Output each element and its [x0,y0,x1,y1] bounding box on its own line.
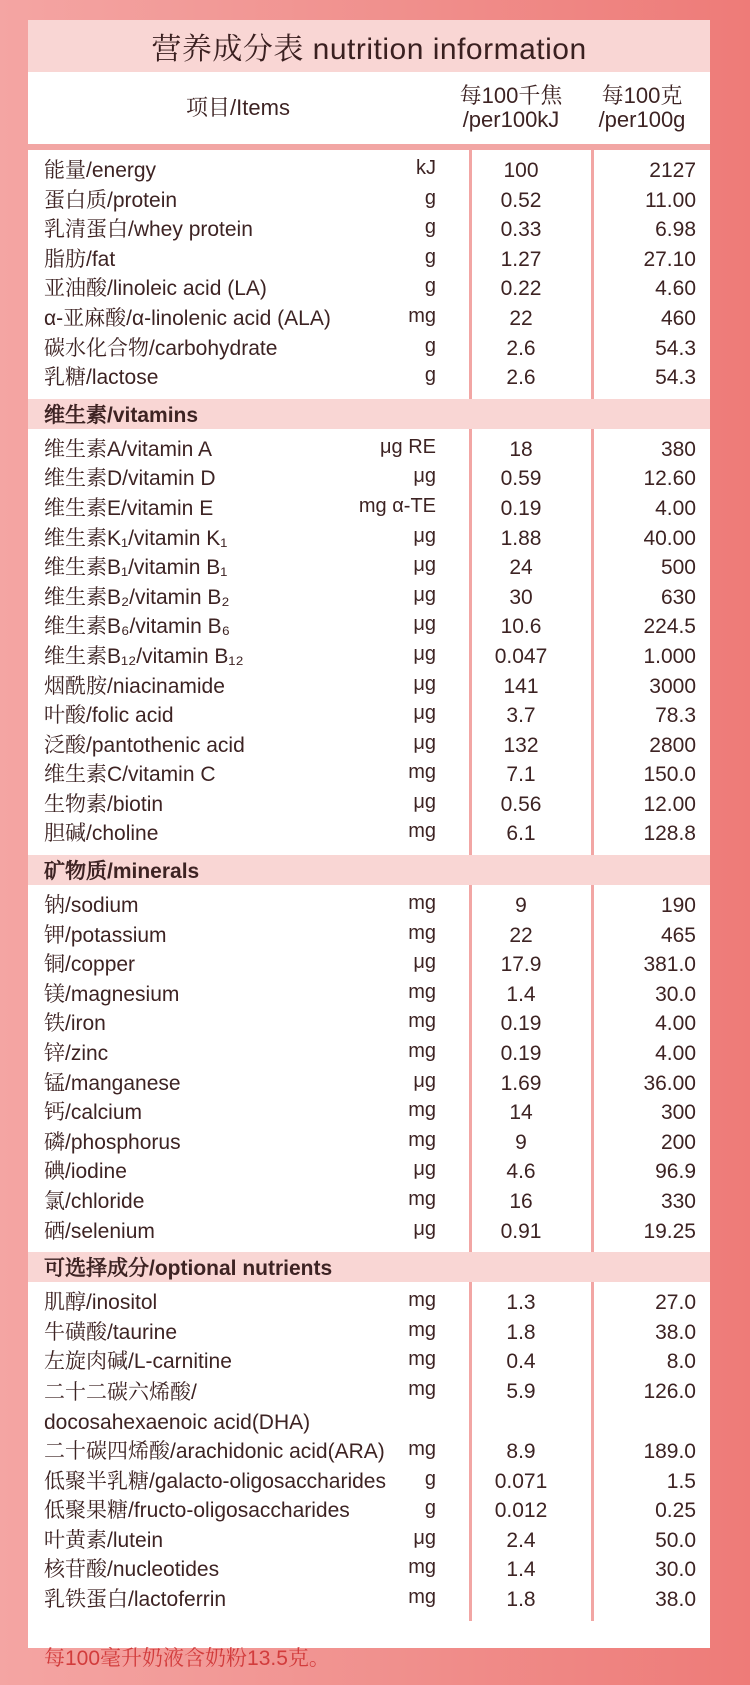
nutrient-name: 核苷酸/nucleotides [44,1558,220,1582]
table-body [28,150,710,1621]
nutrient-unit: μg [413,672,436,695]
nutrient-unit: g [424,1467,436,1490]
table-row [28,245,710,275]
table-row [28,790,710,820]
nutrient-unit: mg [408,1318,436,1341]
table-row [28,1437,710,1467]
nutrient-unit: μg [413,1526,436,1549]
nutrient-name: 叶黄素/lutein [44,1528,164,1552]
nutrient-unit: mg [408,1437,436,1460]
nutrient-unit: mg [408,1188,436,1210]
nutrient-name: α-亚麻酸/α-linolenic acid (ALA) [44,306,331,330]
nutrient-unit: g [424,186,436,209]
value-per100kj: 1.27 [500,247,542,271]
nutrient-unit: mg [408,1377,436,1400]
value-per100kj: 1.4 [506,1558,536,1582]
value-per100kj: 0.19 [500,496,542,520]
nutrient-unit: μg [413,1069,436,1092]
value-per100kj: 9 [515,1130,527,1154]
nutrient-name: 低聚果糖/fructo-oligosaccharides [44,1499,350,1523]
section-minerals: 矿物质/minerals [28,855,710,885]
table-row [28,921,710,951]
value-per100kj: 14 [509,1101,533,1125]
nutrient-unit: mg [408,892,436,915]
value-per100g: 1.000 [643,644,696,668]
nutrient-name: 胆碱/choline [44,822,159,846]
table-row [28,186,710,216]
nutrient-name: 低聚半乳糖/galacto-oligosaccharides [44,1469,386,1493]
value-per100g: 4.00 [655,1042,696,1066]
header-per100g-en: /per100g [598,107,686,132]
nutrient-name: 镁/magnesium [44,982,180,1006]
nutrient-name: 碘/iodine [44,1160,127,1184]
nutrient-unit: mg [408,1099,436,1122]
value-per100g: 128.8 [643,822,696,846]
table-row [28,1288,710,1318]
nutrient-name: 氯/chloride [44,1190,145,1213]
nutrient-unit: μg [413,642,436,665]
value-per100kj: 10.6 [500,615,542,639]
section-vitamins: 维生素/vitamins [28,399,710,429]
nutrient-unit: mg [408,1556,436,1579]
nutrient-name: 烟酰胺/niacinamide [44,674,225,698]
table-row [28,1069,710,1099]
value-per100kj: 22 [509,923,533,947]
value-per100kj: 0.19 [500,1012,542,1036]
value-per100g: 630 [660,585,696,609]
header-per100g-cn: 每100克 [601,83,683,108]
table-row [28,304,710,334]
nutrient-name: 钠/sodium [44,894,139,918]
value-per100g: 380 [660,437,696,461]
nutrient-unit: g [424,245,436,268]
nutrient-unit: mg [408,1585,436,1608]
value-per100g: 8.0 [666,1350,696,1374]
value-per100kj: 2.6 [506,336,536,360]
group-minerals [28,885,710,1252]
nutrient-unit: mg [408,1128,436,1151]
group-general [28,150,710,399]
nutrient-unit: g [424,275,436,298]
nutrient-name: 锰/manganese [44,1071,181,1095]
nutrient-name: 维生素B₂/vitamin B₂ [44,585,230,609]
value-per100g: 2127 [649,159,696,182]
nutrient-unit: mg [408,1348,436,1371]
nutrient-name: 维生素B₁/vitamin B₁ [44,556,228,580]
table-row [28,980,710,1010]
header-per100kj-cn: 每100千焦 [459,83,563,108]
value-per100kj: 22 [509,306,533,330]
nutrient-unit: μg [413,524,436,547]
nutrient-name: 乳清蛋白/whey protein [44,218,253,242]
value-per100g: 38.0 [655,1320,696,1344]
value-per100kj: 0.33 [500,218,542,242]
value-per100kj: 1.88 [500,526,542,550]
nutrient-unit: μg [413,583,436,606]
value-per100g: 460 [660,306,696,330]
table-row [28,524,710,554]
value-per100g: 381.0 [643,953,696,977]
value-per100g: 224.5 [643,615,696,639]
serving-note: 每100毫升奶液含奶粉13.5克。 [44,1647,330,1670]
value-per100g: 1.5 [666,1469,696,1493]
table-row [28,1585,710,1615]
nutrient-unit: mg [408,820,436,843]
value-per100g: 3000 [649,674,696,698]
nutrient-name: 叶酸/folic acid [44,704,174,728]
table-row [28,1009,710,1039]
header-per100kj-en: /per100kJ [462,107,560,132]
value-per100g: 2800 [649,733,696,757]
table-row [28,215,710,245]
section-optional: 可选择成分/optional nutrients [28,1252,710,1282]
nutrient-name: 生物素/biotin [44,792,164,816]
header-per100kj [448,72,574,144]
table-row [28,435,710,465]
nutrient-name: 硒/selenium [44,1219,155,1243]
value-per100kj: 1.8 [506,1320,536,1344]
nutrient-name: 乳糖/lactose [44,366,159,390]
value-per100kj: 0.19 [500,1042,542,1066]
value-per100kj: 7.1 [506,763,536,787]
value-per100kj: 0.56 [500,792,542,816]
value-per100kj: 9 [515,894,527,918]
nutrient-unit: mg [408,980,436,1003]
table-row [28,1347,710,1377]
value-per100kj: 4.6 [506,1160,536,1184]
header-per100g [574,72,710,144]
table-row [28,819,710,849]
nutrient-unit: μg [413,465,436,488]
value-per100kj: 18 [509,437,533,461]
value-per100kj: 1.69 [500,1071,542,1095]
nutrient-unit: mg [408,1040,436,1063]
table-row [28,1526,710,1556]
value-per100g: 30.0 [655,982,696,1006]
nutrient-name: 维生素E/vitamin E [44,496,214,520]
value-per100kj: 8.9 [506,1439,536,1463]
value-per100kj: 132 [503,733,539,757]
value-per100kj: 0.91 [500,1219,542,1243]
value-per100g: 190 [660,894,696,918]
nutrient-name: 乳铁蛋白/lactoferrin [44,1587,227,1611]
nutrient-unit: μg RE [380,435,436,458]
value-per100g: 4.60 [655,277,696,301]
value-per100g: 126.0 [643,1379,696,1403]
nutrient-name: 铜/copper [44,953,136,977]
value-per100kj: 141 [503,674,539,698]
nutrient-unit: mg [408,1289,436,1312]
table-row [28,1187,710,1217]
table-row [28,1496,710,1526]
nutrient-name: 蛋白质/protein [44,188,178,212]
value-per100kj: 5.9 [506,1379,536,1403]
value-per100kj: 100 [503,159,539,182]
value-per100g: 465 [660,923,696,947]
value-per100kj: 0.071 [494,1469,548,1493]
nutrient-unit: μg [413,951,436,974]
table-row [28,1039,710,1069]
value-per100g: 200 [660,1130,696,1154]
table-row [28,1555,710,1585]
nutrient-name: 钾/potassium [44,923,167,947]
nutrient-unit: g [424,216,436,239]
nutrient-name: 维生素K₁/vitamin K₁ [44,526,228,550]
table-row [28,891,710,921]
nutrient-name: 钙/calcium [44,1101,143,1125]
value-per100g: 189.0 [643,1439,696,1463]
group-vitamins [28,429,710,855]
nutrient-unit: μg [413,554,436,577]
table-row [28,731,710,761]
value-per100g: 27.10 [643,247,696,271]
value-per100g: 300 [660,1101,696,1125]
nutrient-unit: mg [408,921,436,944]
table-row [28,950,710,980]
nutrient-name: 左旋肉碱/L-carnitine [44,1350,232,1374]
nutrient-unit: kJ [416,157,436,179]
table-row [28,494,710,524]
table-row [28,1377,710,1437]
nutrient-unit: mg [408,1010,436,1033]
value-per100g: 54.3 [655,336,696,360]
nutrition-table [28,20,710,1648]
value-per100g: 54.3 [655,366,696,390]
value-per100kj: 1.4 [506,982,536,1006]
table-row [28,672,710,702]
table-row [28,464,710,494]
value-per100kj: 2.6 [506,366,536,390]
value-per100g: 38.0 [655,1587,696,1611]
nutrient-name: 二十二碳六烯酸/ docosahexaenoic acid(DHA) [44,1380,311,1434]
table-header [28,72,710,144]
table-row [28,1098,710,1128]
value-per100kj: 0.59 [500,467,542,491]
value-per100g: 500 [660,556,696,580]
table-row [28,1467,710,1497]
value-per100g: 96.9 [655,1160,696,1184]
nutrient-unit: μg [413,790,436,813]
value-per100g: 40.00 [643,526,696,550]
value-per100kj: 0.22 [500,277,542,301]
nutrient-name: 碳水化合物/carbohydrate [44,336,278,360]
table-row [28,701,710,731]
value-per100g: 50.0 [655,1528,696,1552]
nutrient-unit: μg [413,613,436,636]
nutrient-name: 维生素D/vitamin D [44,467,216,491]
table-row [28,642,710,672]
nutrient-unit: μg [413,1217,436,1240]
nutrient-unit: g [424,1497,436,1520]
value-per100kj: 6.1 [506,822,536,846]
table-row [28,156,710,186]
nutrient-name: 肌醇/inositol [44,1291,158,1315]
table-row [28,1128,710,1158]
nutrient-name: 铁/iron [44,1012,106,1036]
value-per100g: 12.60 [643,467,696,491]
nutrient-unit: mg α-TE [358,494,436,517]
value-per100kj: 17.9 [500,953,542,977]
nutrient-name: 亚油酸/linoleic acid (LA) [44,277,267,301]
value-per100g: 4.00 [655,496,696,520]
nutrient-name: 牛磺酸/taurine [44,1320,178,1344]
table-row [28,363,710,393]
table-row [28,1318,710,1348]
table-row [28,612,710,642]
value-per100g: 4.00 [655,1012,696,1036]
value-per100kj: 1.8 [506,1587,536,1611]
nutrient-name: 维生素A/vitamin A [44,437,213,461]
nutrient-name: 二十碳四烯酸/arachidonic acid(ARA) [44,1439,385,1463]
value-per100g: 19.25 [643,1219,696,1243]
value-per100kj: 16 [509,1190,533,1213]
table-row [28,583,710,613]
nutrient-unit: μg [413,1158,436,1181]
value-per100g: 6.98 [655,218,696,242]
value-per100g: 36.00 [643,1071,696,1095]
nutrient-name: 能量/energy [44,159,157,182]
value-per100kj: 3.7 [506,704,536,728]
table-title: 营养成分表 nutrition information [28,20,710,72]
nutrient-name: 脂肪/fat [44,247,116,271]
nutrient-name: 泛酸/pantothenic acid [44,733,245,757]
group-optional [28,1282,710,1620]
table-row [28,1217,710,1247]
table-row [28,274,710,304]
value-per100g: 78.3 [655,704,696,728]
value-per100g: 11.00 [645,188,696,212]
table-row [28,553,710,583]
nutrient-unit: g [424,364,436,387]
value-per100kj: 0.52 [500,188,542,212]
nutrient-unit: μg [413,702,436,725]
nutrient-unit: mg [408,304,436,327]
value-per100kj: 30 [509,585,533,609]
header-items: 项目/Items [186,95,290,120]
value-per100kj: 2.4 [506,1528,536,1552]
value-per100g: 30.0 [655,1558,696,1582]
value-per100g: 27.0 [655,1291,696,1315]
nutrient-name: 锌/zinc [44,1042,109,1066]
nutrient-name: 磷/phosphorus [44,1130,181,1154]
table-row [28,334,710,364]
nutrient-unit: μg [413,731,436,754]
table-row [28,1157,710,1187]
nutrient-unit: g [424,334,436,357]
value-per100kj: 24 [509,556,533,580]
value-per100g: 150.0 [643,763,696,787]
nutrient-name: 维生素B₆/vitamin B₆ [44,615,231,639]
value-per100kj: 1.3 [506,1291,536,1315]
value-per100g: 12.00 [643,792,696,816]
nutrient-name: 维生素B₁₂/vitamin B₁₂ [44,644,244,668]
value-per100kj: 0.4 [506,1350,536,1374]
value-per100kj: 0.012 [494,1499,548,1523]
value-per100g: 330 [660,1190,696,1213]
table-row [28,760,710,790]
value-per100kj: 0.047 [494,644,548,668]
nutrient-unit: mg [408,761,436,784]
value-per100g: 0.25 [655,1499,696,1523]
nutrient-name: 维生素C/vitamin C [44,763,216,787]
